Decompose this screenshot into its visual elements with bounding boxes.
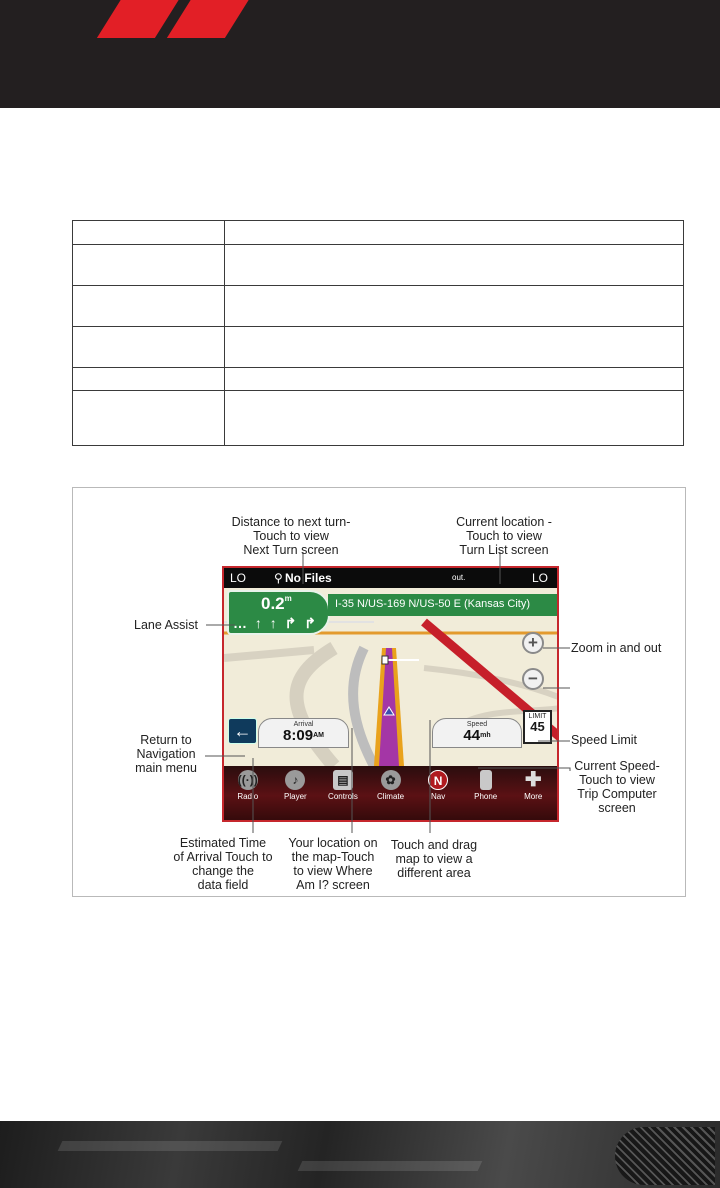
- menu-label: Climate: [376, 792, 405, 801]
- callout-lane-assist: Lane Assist: [134, 618, 198, 632]
- back-arrow-button[interactable]: ←: [228, 718, 257, 744]
- callout-current-location: Current location - Touch to view Turn List screen: [456, 515, 552, 557]
- callout-distance-to-next-turn: Distance to next turn- Touch to view Next Turn screen: [231, 515, 351, 557]
- callout-touch-and-drag: Touch and drag map to view a different area: [390, 838, 478, 880]
- table-row: [73, 286, 684, 327]
- player-icon: ♪: [285, 770, 305, 790]
- table-row: [73, 221, 684, 245]
- brand-stripe: [167, 0, 251, 38]
- table-row: [73, 327, 684, 368]
- brand-stripe: [97, 0, 181, 38]
- table-row: [73, 368, 684, 391]
- table-cell: [225, 391, 684, 446]
- usb-icon: ⚲: [274, 571, 283, 585]
- arrival-time: 8:09: [283, 727, 314, 744]
- table-cell: [73, 327, 225, 368]
- status-right-temp: LO: [532, 571, 549, 585]
- callout-current-speed: Current Speed- Touch to view Trip Computer screen: [574, 759, 660, 815]
- arrival-ampm: AM: [313, 732, 324, 739]
- page-header-band: [0, 0, 720, 108]
- climate-icon: ✿: [381, 770, 401, 790]
- menu-label: Phone: [474, 792, 498, 801]
- callout-estimated-arrival: Estimated Time of Arrival Touch to change the data field: [173, 836, 273, 892]
- table-cell: [225, 221, 684, 245]
- status-signal: out.: [452, 573, 466, 582]
- menu-label: Nav: [430, 792, 446, 801]
- footer-highlight: [58, 1141, 283, 1151]
- navigation-figure: [72, 487, 686, 897]
- plus-icon: ✚: [524, 769, 542, 791]
- speed-label: Speed: [466, 721, 488, 728]
- speed-value: 44: [463, 727, 481, 744]
- callout-return-to-navigation: Return to Navigation main menu: [135, 733, 197, 775]
- status-media: No Files: [285, 571, 332, 585]
- menu-label: Player: [284, 792, 307, 801]
- table-cell: [73, 391, 225, 446]
- footer-highlight: [298, 1161, 483, 1171]
- callout-speed-limit: Speed Limit: [571, 733, 638, 747]
- table-row: [73, 391, 684, 446]
- blank-table: [72, 220, 684, 446]
- turn-distance-unit: m: [284, 594, 292, 603]
- table-cell: [73, 221, 225, 245]
- status-left-temp: LO: [230, 571, 247, 585]
- callout-your-location: Your location on the map-Touch to view Where Am I? screen: [288, 836, 378, 892]
- turn-distance-value: 0.2: [261, 594, 285, 613]
- zoom-in-button[interactable]: +: [522, 632, 544, 654]
- table-row: [73, 245, 684, 286]
- page-footer-photo-band: [0, 1121, 720, 1188]
- menu-label: Radio: [237, 792, 259, 801]
- table-cell: [225, 368, 684, 391]
- zoom-out-button[interactable]: −: [522, 668, 544, 690]
- speed-limit-label: LIMIT: [528, 713, 547, 720]
- table-cell: [225, 245, 684, 286]
- table-cell: [73, 368, 225, 391]
- speed-limit-value: 45: [530, 719, 545, 734]
- table-cell: [73, 286, 225, 327]
- menu-label: Controls: [328, 792, 358, 801]
- footer-grille-detail: [615, 1127, 715, 1185]
- menu-label: More: [524, 792, 543, 801]
- arrival-label: Arrival: [293, 721, 314, 728]
- callout-zoom: Zoom in and out: [571, 641, 662, 655]
- table-cell: [225, 286, 684, 327]
- radio-icon: ((·)): [238, 770, 258, 790]
- table-cell: [225, 327, 684, 368]
- speed-unit: mh: [480, 732, 491, 739]
- table-cell: [73, 245, 225, 286]
- lane-assist-arrows: … ↑ ↑ ↱ ↱: [233, 615, 319, 631]
- compass-icon: N: [428, 770, 448, 790]
- current-street-bar[interactable]: I-35 N/US-169 N/US-50 E (Kansas City): [328, 594, 557, 616]
- controls-icon: ▤: [333, 770, 353, 790]
